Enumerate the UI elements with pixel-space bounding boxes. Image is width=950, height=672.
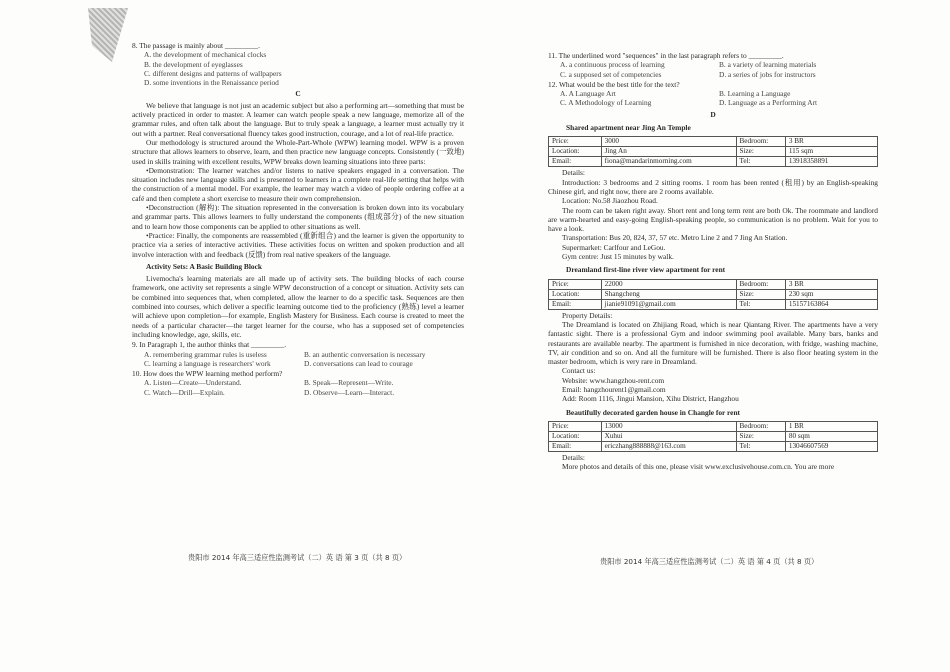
table-row [549,289,878,299]
table-row [549,147,878,157]
table-row [549,421,878,431]
listing-2-table [548,279,878,310]
paragraph: Livemocha's learning materials are all made up of activity sets. The building blocks of each course framework, one activity set represents a single WPW deconstruction of a concept or situation. Activity sets can be combined into sequences that, when completed, allow the learner to do a specific task. Sequences are then combined into courses, which deliver a specific learning outcome tied to the proficiency (熟练) level a learner will achieve upon completion—for example, English Mastery for Business. Each course is created to meet the needs of a particular character—the target learner for the course, who has a supposed set of competencies including knowledge, age, skills, etc. [132,274,464,339]
table-row [549,431,878,441]
table-cell: 3 BR [785,279,877,289]
table-cell: Jing An [601,147,736,157]
table-cell: Bedroom: [736,279,785,289]
question-12 [548,80,878,108]
listing-3-title: Beautifully decorated garden house in Changle for rent [566,407,741,417]
table-row [549,279,878,289]
option-row [132,359,464,368]
option: B. the development of eyeglasses [144,59,243,69]
table-row [549,137,878,147]
option-row [548,98,878,107]
option: C. A Methodology of Learning [560,98,652,108]
option-row [132,350,464,359]
paragraph: Our methodology is structured around the Whole-Part-Whole (WPW) learning model. WPW is a proven structure that allows learners to observe, learn, and then practice new language concepts. Consistently (一致地) used in skills training with excellent results, WPW breaks down learning situations into three parts: [132,137,464,166]
table-cell: Email: [549,441,602,451]
table-cell: 3000 [601,137,736,147]
table-cell: Tel: [736,299,785,309]
activity-sets-heading: Activity Sets: A Basic Building Block [146,261,263,271]
option: B. Speak—Represent—Write. [304,378,394,388]
table-cell: Email: [549,157,602,167]
left-page-footer: 贵阳市 2014 年高三适应性监测考试（二）英 语 第 3 页（共 8 页） [188,553,407,562]
table-cell: 115 sqm [785,147,877,157]
table-cell: Price: [549,421,602,431]
option: C. Watch—Drill—Explain. [144,387,225,397]
question-9 [132,340,464,368]
question-stem: 9. In Paragraph 1, the author thinks that _________. [132,340,287,350]
table-cell: Location: [549,147,602,157]
table-cell: Tel: [736,441,785,451]
details-label: Details: [562,452,585,462]
table-cell: Size: [736,147,785,157]
table-cell: ericzhang888888@163.com [601,441,736,451]
table-cell: 13046607569 [785,441,877,451]
option: D. a series of jobs for instructors [719,69,816,79]
listing-line: Introduction: 3 bedrooms and 2 sitting rooms. 1 room has been rented (租用) by an English-speaking Chinese girl, and right now, there are 2 rooms available. [548,177,878,196]
question-stem: 8. The passage is mainly about _________. [132,41,260,50]
table-cell: Bedroom: [736,421,785,431]
option: D. conversations can lead to courage [304,358,413,368]
table-cell: Tel: [736,157,785,167]
table-cell: Location: [549,431,602,441]
scan-corner-mark [88,8,128,62]
listing-line: Location: No.58 Jiaozhou Road. [562,196,658,206]
option: C. different designs and patterns of wallpapers [144,68,282,78]
table-cell: 13918358891 [785,157,877,167]
option: C. a supposed set of competencies [560,69,662,79]
table-cell: Location: [549,289,602,299]
table-cell: Bedroom: [736,137,785,147]
table-cell: jianie91091@gmail.com [601,299,736,309]
option: C. learning a language is researchers' work [144,358,271,368]
option: B. a variety of learning materials [719,60,817,70]
table-cell: Size: [736,431,785,441]
question-stem: 11. The underlined word "sequences" in the last paragraph refers to _________. [548,51,784,60]
option-row [548,70,878,79]
paragraph: •Demonstration: The learner watches and/or listens to native speakers engaged in a conversation. The situation includes new language skills and is presented to learners in a complete real-life setting that helps with the construction of a mental model. For example, the learner may watch a video of people ordering coffee at a café and then complete a short exercise to measure their own comprehension. [132,165,464,203]
contact-line: Contact us: [562,366,596,376]
option: A. a continuous process of learning [560,60,665,70]
question-11 [548,51,878,79]
contact-line: Email: hangzhourent1@gmail.com [562,385,666,395]
right-page [548,50,878,472]
question-8 [132,41,464,87]
listing-line: Supermarket: Carlfour and LeGou. [562,242,666,252]
question-10 [132,369,464,397]
listing-line: The room can be taken right away. Short rent and long term rent are both Ok. The roommate and landlord are warm-hearted and easy-going English-speaking people, so communication is no problem. Wait for you to have a look. [548,205,878,234]
option-row [132,388,464,397]
right-page-footer: 贵阳市 2014 年高三适应性监测考试（二）英 语 第 4 页（共 8 页） [600,557,819,566]
paragraph: We believe that language is not just an academic subject but also a performing art—something that must be actively practiced in order to master. A learner can watch people speak a new language, memorize all of the grammar rules, and often talk about the language. But to truly speak a language, a learner must actually try it out with a partner. Real conversational fluency takes good instruction, courage, and a lot of real-life practice. [132,100,464,138]
table-cell: Xuhui [601,431,736,441]
listing-2-title: Dreamland first-line river view apartment for rent [566,265,726,275]
table-cell: 15157163864 [785,299,877,309]
question-stem: 10. How does the WPW learning method perform? [132,369,283,379]
listing-line: Gym centre: Just 15 minutes by walk. [562,252,674,262]
option: D. Language as a Performing Art [719,98,818,108]
table-cell: 80 sqm [785,431,877,441]
details-label: Details: [562,168,585,178]
option-row [548,89,878,98]
option: A. Listen—Create—Understand. [144,378,242,388]
details-label: Property Details: [562,310,613,320]
option-row [132,378,464,387]
listing-3-table [548,421,878,452]
table-cell: Shangcheng [601,289,736,299]
table-row [549,441,878,451]
table-cell: 1 BR [785,421,877,431]
table-cell: 230 sqm [785,289,877,299]
table-cell: 13000 [601,421,736,431]
table-cell: 3 BR [785,137,877,147]
option-row [548,60,878,69]
option: A. A Language Art [560,89,616,99]
option: A. the development of mechanical clocks [144,50,267,60]
table-cell: Price: [549,279,602,289]
table-cell: fiona@mandarinmorning.com [601,157,736,167]
option: D. Observe—Learn—Interact. [304,387,395,397]
contact-line: Add: Room 1116, Jingui Mansion, Xihu District, Hangzhou [562,394,739,404]
table-cell: 22000 [601,279,736,289]
table-row [549,157,878,167]
listing-1-title: Shared apartment near Jing An Temple [566,123,691,133]
section-letter-d: D [710,109,716,119]
option: A. remembering grammar rules is useless [144,349,267,359]
option: B. Learning a Language [719,89,791,99]
option: B. an authentic conversation is necessary [304,349,426,359]
listing-1-table [548,136,878,167]
listing-line: Transportation: Bus 20, 824, 37, 57 etc. Metro Line 2 and 7 Jing An Station. [562,233,788,243]
paragraph: •Deconstruction (解构): The situation represented in the conversation is broken down into its vocabulary and grammar parts. This allows learners to fully understand the components (组成部分) of the new situation and to learn how those components can be applied to other situations as well. [132,203,464,231]
listing-line: More photos and details of this one, please visit www.exclusivehouse.com.cn. You are more [562,462,835,472]
option: D. some inventions in the Renaissance period [144,78,279,88]
table-row [549,299,878,309]
table-cell: Price: [549,137,602,147]
table-cell: Size: [736,289,785,299]
contact-line: Website: www.hangzhou-rent.com [562,375,665,385]
listing-paragraph: The Dreamland is located on Zhijiang Road, which is near Qiantang River. The apartments have a very fantastic sight. There is a professional Gym and indoor swimming pool available. Many bars, banks and restaurants are available nearby. The apartment is furnished in nice decoration, with fridge, washing machine, TV, air condition and so on. And all the furniture will be furnished. There is also floor heating system in the master bedroom, which is very rare in Dreamland. [548,319,878,367]
left-page [132,40,464,397]
table-cell: Email: [549,299,602,309]
section-letter-c: C [295,89,301,99]
paragraph: •Practice: Finally, the components are reassembled (重新组合) and the learner is given the opportunity to practice via a series of interactive activities. These activities focus on written and spoken production and all involve interaction with and feedback (反馈) from real native speakers of the language. [132,230,464,259]
question-stem: 12. What would be the best title for the text? [548,79,680,89]
